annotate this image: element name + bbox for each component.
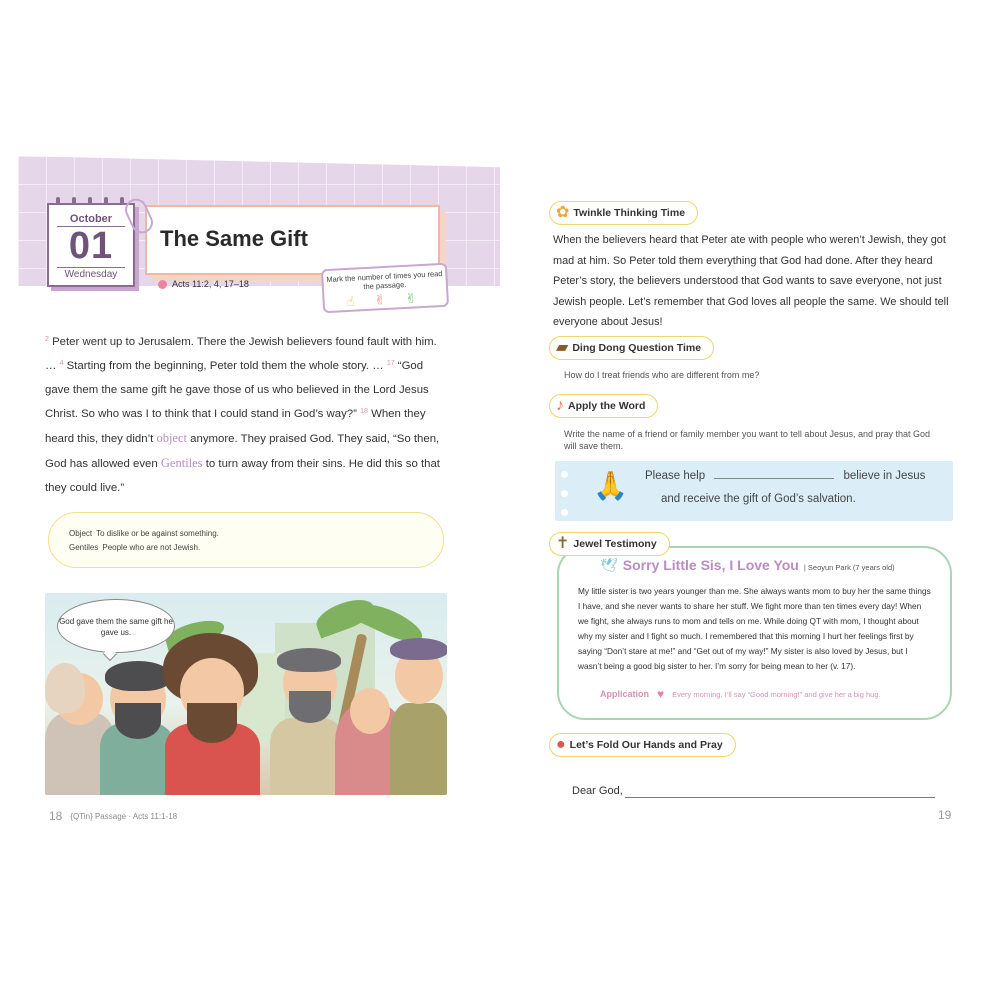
verse-text: When they heard this, they didn’t (45, 408, 426, 445)
page-number: 19 (938, 808, 952, 822)
friend-name-blank[interactable] (714, 478, 834, 479)
story-author: | Seoyun Park (7 years old) (803, 563, 895, 572)
section-testimony-header: ✝ Jewel Testimony (549, 532, 670, 556)
footer-label: {QTin} Passage · Acts 11:1-18 (70, 811, 178, 821)
reading-counter (321, 263, 449, 314)
praying-hands-icon: 🙏 (593, 470, 628, 501)
verse-text: Starting from the beginning, Peter told them the whole story. … (66, 360, 384, 372)
testimony-body: My little sister is two years younger than me. She always wants mom to buy her the same things I have, and she never wants to share her stuff. We fight more than ten times every day! When we fight, she always runs to mom and tells on me. While doing QT with mom, I thought about why my sister and I fight so much. I remembered that this morning I hurt her feelings first by saying “Don’t stare at me!” and “Get out of my way!” My sister is also loved by Jesus, but I wasn’t being a good big sister to her. I’m sorry for being mean to her (v. 17). (578, 586, 931, 671)
calendar-month: October (69, 213, 113, 225)
reading-counter-label: Mark the number of times you read the passage. (326, 268, 443, 292)
verse-text: to turn away from their sins. He did this so that they could live.” (45, 458, 440, 494)
question-text: How do I treat friends who are different from me? (564, 370, 760, 380)
section-apply-header: ♪ Apply the Word (549, 394, 658, 418)
speech-bubble: God gave them the same gift he gave us. (57, 599, 175, 653)
two-finger-icon[interactable]: ✌ (374, 292, 386, 308)
glossary-box (48, 512, 444, 568)
application-label: Application (600, 689, 649, 699)
prayer-writing-line[interactable] (625, 797, 935, 798)
one-finger-icon[interactable]: ☝ (346, 293, 355, 310)
verse-number: 4 (59, 360, 64, 367)
page-title: The Same Gift (160, 226, 308, 251)
calendar-date (47, 203, 135, 287)
prayer-fill-in (555, 461, 953, 521)
calendar-day: 01 (68, 225, 114, 267)
verse-text: “God gave them the same gift he gave those of us who believed in the Lord Jesus Christ. So who was I to think that I could stand in God’s way?” (45, 360, 429, 420)
trumpet-icon: ♪ (556, 397, 564, 414)
book-icon: ▰ (556, 339, 569, 356)
prayer-text: believe in Jesus (843, 470, 926, 482)
verse-number: 17 (386, 360, 395, 367)
reference-text: Acts 11:2, 4, 17–18 (172, 279, 249, 289)
verse-number: 2 (45, 336, 49, 343)
hug-icon: ♥ (657, 687, 665, 701)
keyword-gentiles: Gentiles (160, 456, 203, 470)
verse-text: Peter went up to Jerusalem. There the Jewish believers found fault with him. … (45, 336, 437, 372)
glossary-item: Gentiles People who are not Jewish. (69, 543, 201, 552)
verse-number: 18 (360, 408, 368, 415)
keyword-object: object (156, 431, 187, 445)
verse-text: anymore. They praised God. They said, “So then, God has allowed even (45, 433, 440, 470)
flower-icon (158, 280, 167, 289)
flower-pot-icon: ✿ (556, 204, 570, 221)
thinking-text: When the believers heard that Peter ate with people who weren’t Jewish, they got mad at him. So Peter told them everything that God had done. After they heard Peter’s story, the believers understood that God wants to save everyone, not just Jewish people. Let’s remember that God loves all people the same. We should tell everyone about Jesus! (553, 234, 949, 328)
prayer-salutation: Dear God, (572, 785, 623, 797)
cross-icon: ✝ (556, 535, 570, 552)
dove-icon: 🕊 (600, 557, 618, 573)
section-question-header: ▰ Ding Dong Question Time (549, 336, 714, 360)
story-illustration (45, 593, 447, 795)
bible-passage (45, 330, 450, 500)
calendar-weekday: Wednesday (64, 269, 118, 280)
testimony-title (600, 557, 895, 574)
story-title: Sorry Little Sis, I Love You (622, 557, 799, 573)
page-number: 18 (49, 809, 63, 823)
section-thinking-header: ✿ Twinkle Thinking Time (549, 201, 698, 225)
application-row (600, 687, 881, 701)
apply-text: Write the name of a friend or family member you want to tell about Jesus, and pray that God will save them. (564, 429, 931, 451)
section-pray-header: ● Let’s Fold Our Hands and Pray (549, 733, 736, 757)
three-finger-icon[interactable]: ✌ (405, 290, 417, 306)
prayer-text: Please help (645, 470, 706, 482)
left-footer (49, 809, 177, 823)
prayer-text: and receive the gift of God’s salvation. (661, 493, 856, 505)
application-text: Every morning, I’ll say “Good morning!” and give her a big hug. (672, 689, 881, 699)
scripture-reference (158, 279, 249, 289)
glossary-item: Object To dislike or be against something. (69, 529, 219, 538)
apple-icon: ● (556, 736, 566, 753)
